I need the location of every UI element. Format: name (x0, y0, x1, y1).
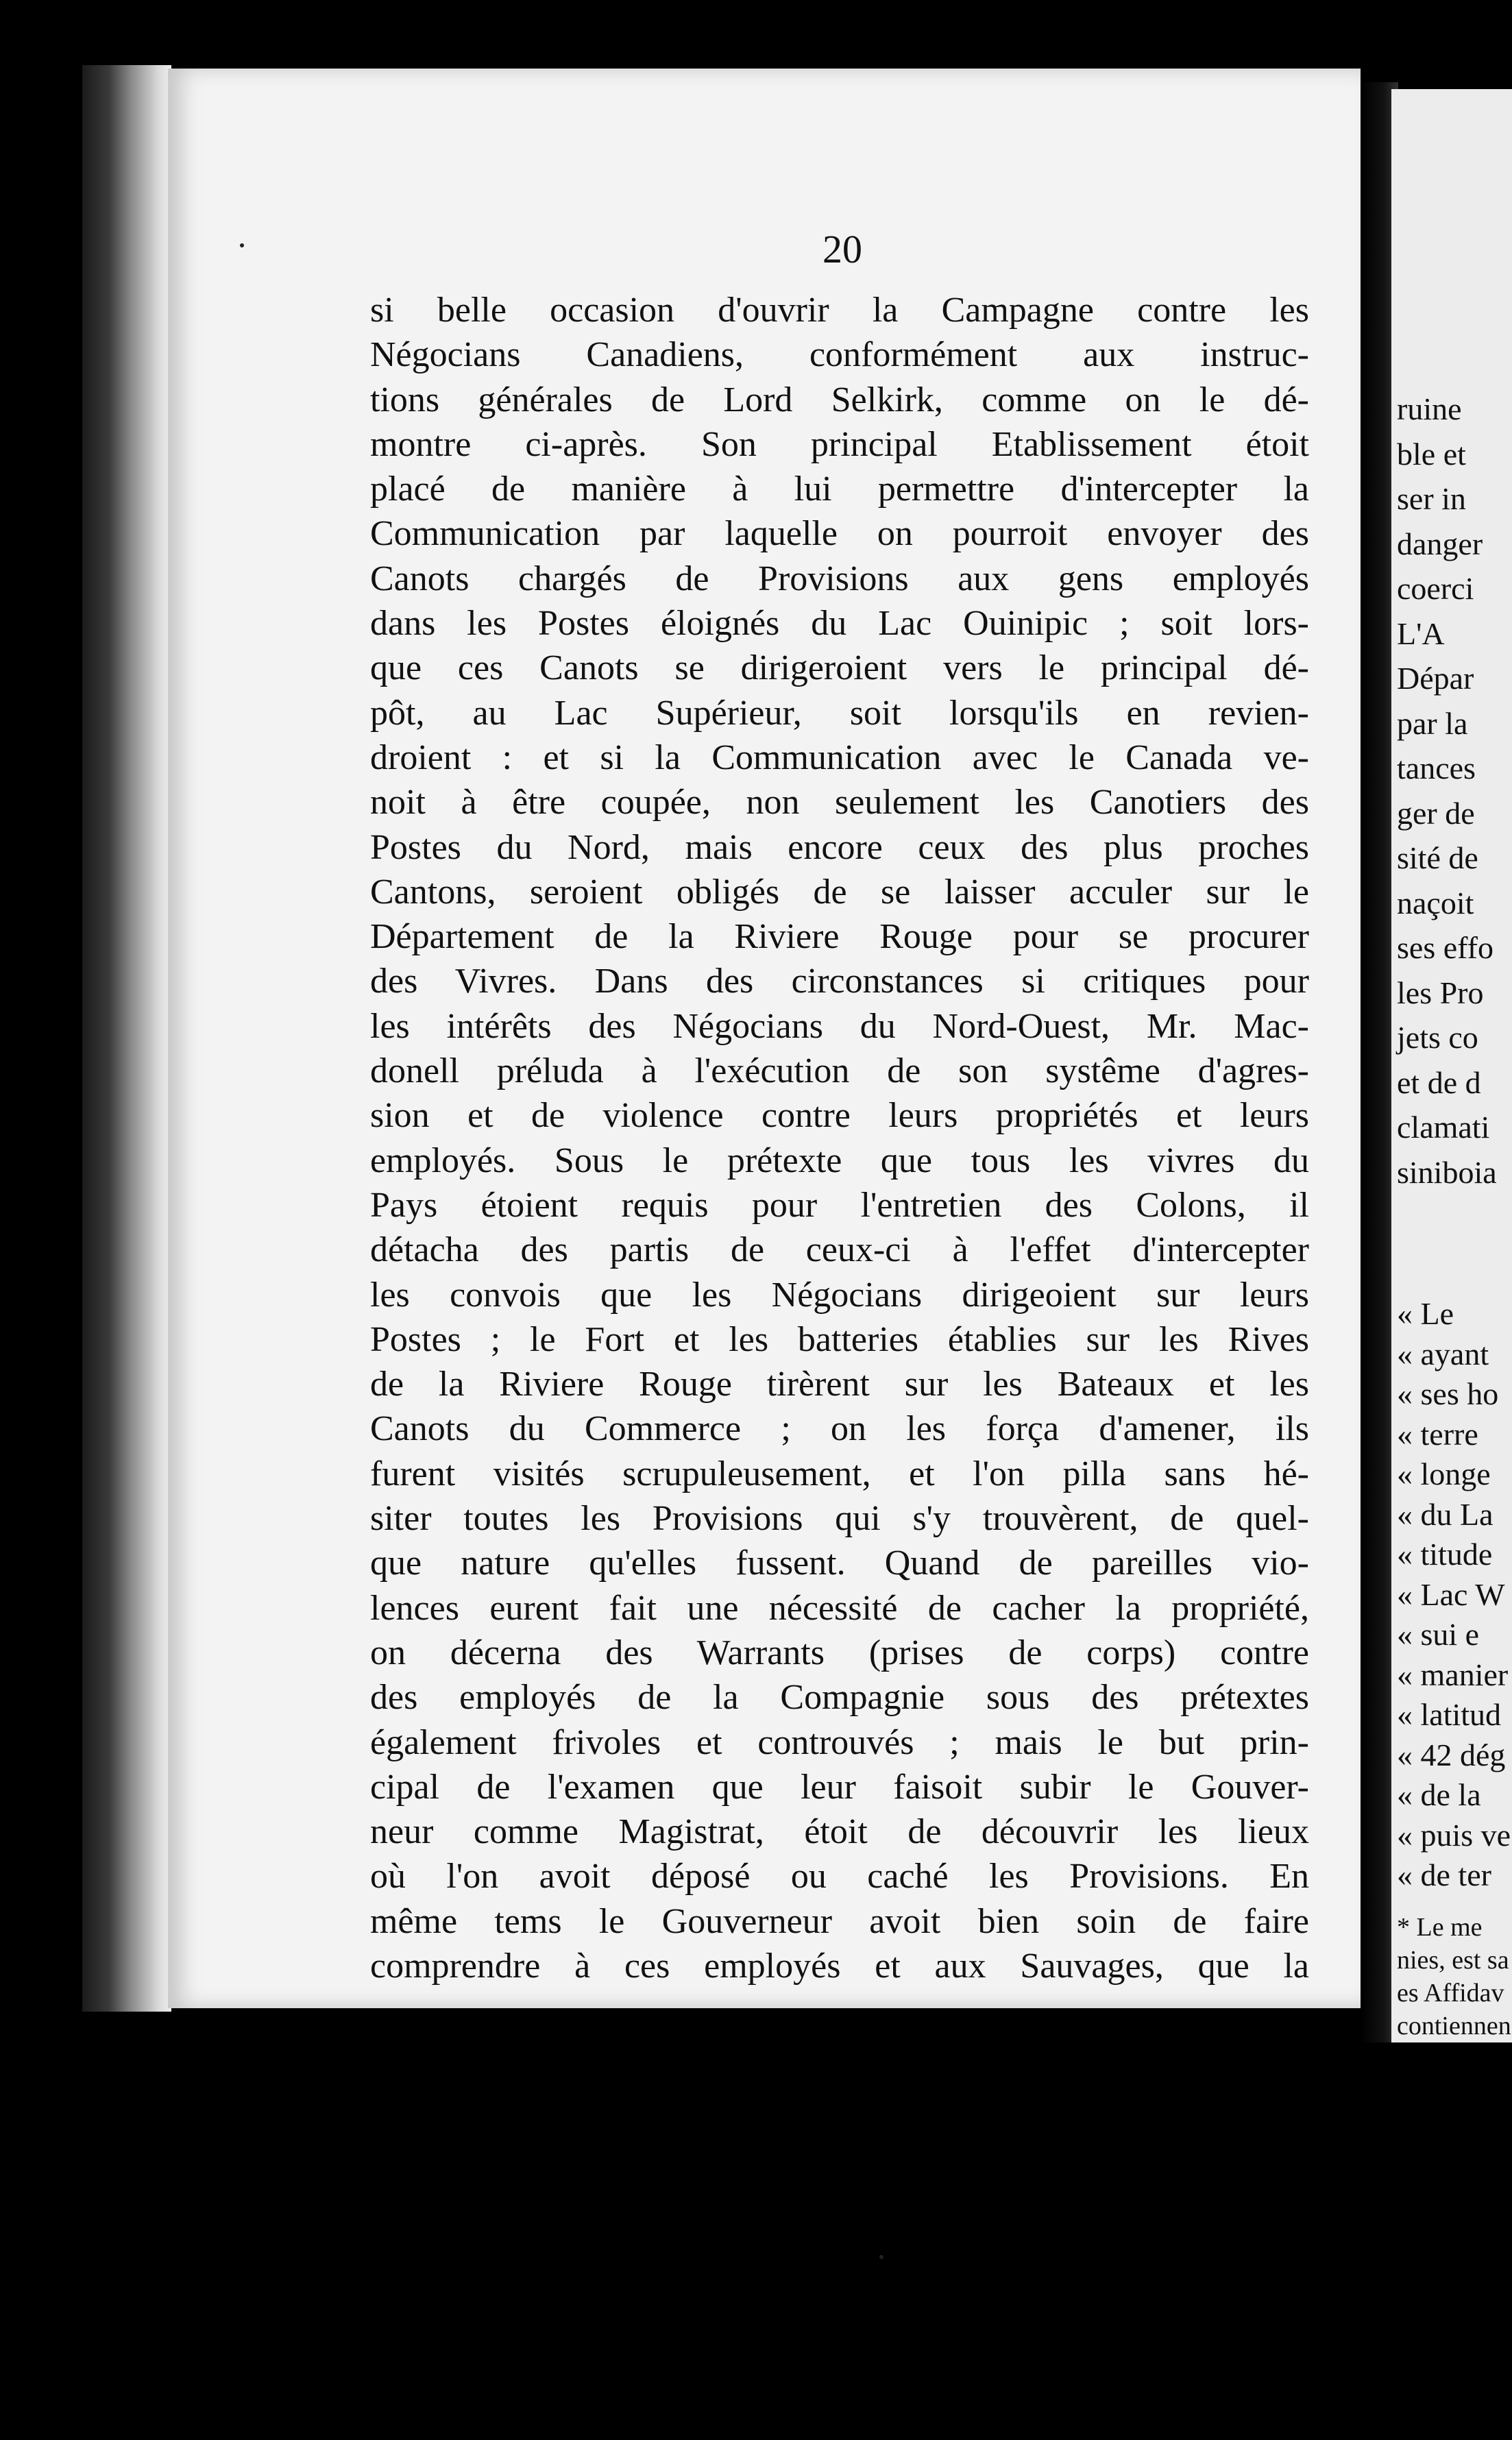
text-line: Communication par laquelle on pourroit envoyer des (370, 514, 1309, 554)
next-page-line: es Affidav (1397, 1979, 1504, 2008)
next-page-line: les Pro (1397, 975, 1484, 1010)
next-page-line: Dépar (1397, 661, 1474, 696)
text-line: Canots du Commerce ; on les força d'amener, ils (370, 1409, 1309, 1449)
next-page-line: clamati (1397, 1110, 1490, 1145)
page-number: 20 (822, 227, 862, 271)
text-line: des Vivres. Dans des circonstances si critiques pour (370, 962, 1309, 1001)
text-line: que nature qu'elles fussent. Quand de pareilles vio- (370, 1544, 1309, 1583)
next-page-line: « manier (1397, 1657, 1509, 1692)
next-page-line: contiennen (1397, 2012, 1511, 2040)
text-line: furent visités scrupuleusement, et l'on pilla sans hé- (370, 1454, 1309, 1493)
next-page-line: danger (1397, 526, 1483, 561)
text-line: Postes ; le Fort et les batteries établies sur les Rives (370, 1319, 1309, 1359)
next-page-line: « du La (1397, 1496, 1493, 1532)
next-page-line: sité de (1397, 840, 1478, 875)
text-line: comprendre à ces employés et aux Sauvages, que la (370, 1946, 1309, 1986)
next-page-line: « puis ve (1397, 1817, 1511, 1853)
book-spine (82, 65, 171, 2012)
next-page-line: ble et (1397, 436, 1466, 472)
text-line: siter toutes les Provisions qui s'y trouvèrent, de quel- (370, 1499, 1309, 1539)
next-page-line: siniboia (1397, 1154, 1497, 1190)
next-page-line: et de d (1397, 1064, 1481, 1100)
text-line: si belle occasion d'ouvrir la Campagne contre les (370, 291, 1309, 330)
text-line: Pays étoient requis pour l'entretien des Colons, il (370, 1185, 1309, 1225)
text-line: montre ci-après. Son principal Etablissement étoit (370, 424, 1309, 464)
next-page-line: « ayant (1397, 1336, 1489, 1371)
next-page-line: « Le (1397, 1296, 1454, 1331)
text-line: dans les Postes éloignés du Lac Ouinipic ; soit lors- (370, 604, 1309, 644)
text-line: les intérêts des Négocians du Nord-Ouest, Mr. Mac- (370, 1006, 1309, 1046)
text-line: Négocians Canadiens, conformément aux instruc- (370, 335, 1309, 375)
next-page-line: L'A (1397, 615, 1445, 651)
text-line: on décerna des Warrants (prises de corps) contre (370, 1633, 1309, 1672)
text-line: placé de manière à lui permettre d'intercepter la (370, 469, 1309, 509)
next-page-line: « ses ho (1397, 1376, 1499, 1411)
text-line: Canots chargés de Provisions aux gens employés (370, 559, 1309, 598)
text-line: cipal de l'examen que leur faisoit subir le Gouver- (370, 1767, 1309, 1807)
text-line: lences eurent fait une nécessité de cacher la propriété, (370, 1588, 1309, 1628)
next-page-line: * Le me (1397, 1913, 1483, 1942)
next-page-line: coerci (1397, 571, 1474, 606)
next-page-line: « titude (1397, 1537, 1493, 1572)
next-page-line: « terre (1397, 1416, 1478, 1452)
next-page-line: ses effo (1397, 930, 1493, 965)
text-line: où l'on avoit déposé ou caché les Provisions. En (370, 1857, 1309, 1896)
next-page-line: ser in (1397, 481, 1466, 516)
text-line: même tems le Gouverneur avoit bien soin de faire (370, 1901, 1309, 1941)
next-page-line: « latitud (1397, 1697, 1502, 1732)
text-line: noit à être coupée, non seulement les Canotiers des (370, 783, 1309, 822)
next-page-line: « de ter (1397, 1857, 1491, 1892)
text-line: employés. Sous le prétexte que tous les vivres du (370, 1140, 1309, 1180)
text-line: tions générales de Lord Selkirk, comme on le dé- (370, 380, 1309, 419)
next-page-line: « 42 dég (1397, 1737, 1506, 1772)
text-line: de la Riviere Rouge tirèrent sur les Bateaux et les (370, 1365, 1309, 1404)
page-speck (879, 2255, 883, 2259)
next-page-line: ruine (1397, 391, 1462, 426)
text-line: des employés de la Compagnie sous des prétextes (370, 1678, 1309, 1718)
page-text (370, 288, 1309, 1988)
text-line: également frivoles et controuvés ; mais le but prin- (370, 1722, 1309, 1762)
next-page-line: naçoit (1397, 885, 1474, 920)
next-page-edge (1391, 89, 1512, 2042)
next-page-line: « sui e (1397, 1617, 1480, 1652)
text-line: droient : et si la Communication avec le Canada ve- (370, 737, 1309, 777)
text-line: Postes du Nord, mais encore ceux des plus proches (370, 827, 1309, 867)
next-page-line: « Lac W (1397, 1576, 1505, 1612)
text-line: détacha des partis de ceux-ci à l'effet d'intercepter (370, 1230, 1309, 1270)
next-page-line: « longe (1397, 1456, 1491, 1491)
text-line: Département de la Riviere Rouge pour se procurer (370, 917, 1309, 957)
text-line: que ces Canots se dirigeroient vers le principal dé- (370, 648, 1309, 688)
text-line: sion et de violence contre leurs propriétés et leurs (370, 1096, 1309, 1136)
text-line: donell préluda à l'exécution de son systême d'agres- (370, 1051, 1309, 1091)
next-page-line: nies, est sa (1397, 1946, 1509, 1975)
next-page-line: jets co (1397, 1020, 1478, 1055)
text-line: les convois que les Négocians dirigeoient sur leurs (370, 1275, 1309, 1315)
text-line: Cantons, seroient obligés de se laisser acculer sur le (370, 872, 1309, 912)
text-line: pôt, au Lac Supérieur, soit lorsqu'ils en revien- (370, 693, 1309, 733)
text-line: neur comme Magistrat, étoit de découvrir les lieux (370, 1812, 1309, 1852)
next-page-line: par la (1397, 705, 1468, 741)
page-speck (240, 243, 244, 247)
next-page-line: tances (1397, 751, 1476, 785)
next-page-line: « de la (1397, 1777, 1481, 1812)
next-page-line: ger de (1397, 795, 1475, 831)
